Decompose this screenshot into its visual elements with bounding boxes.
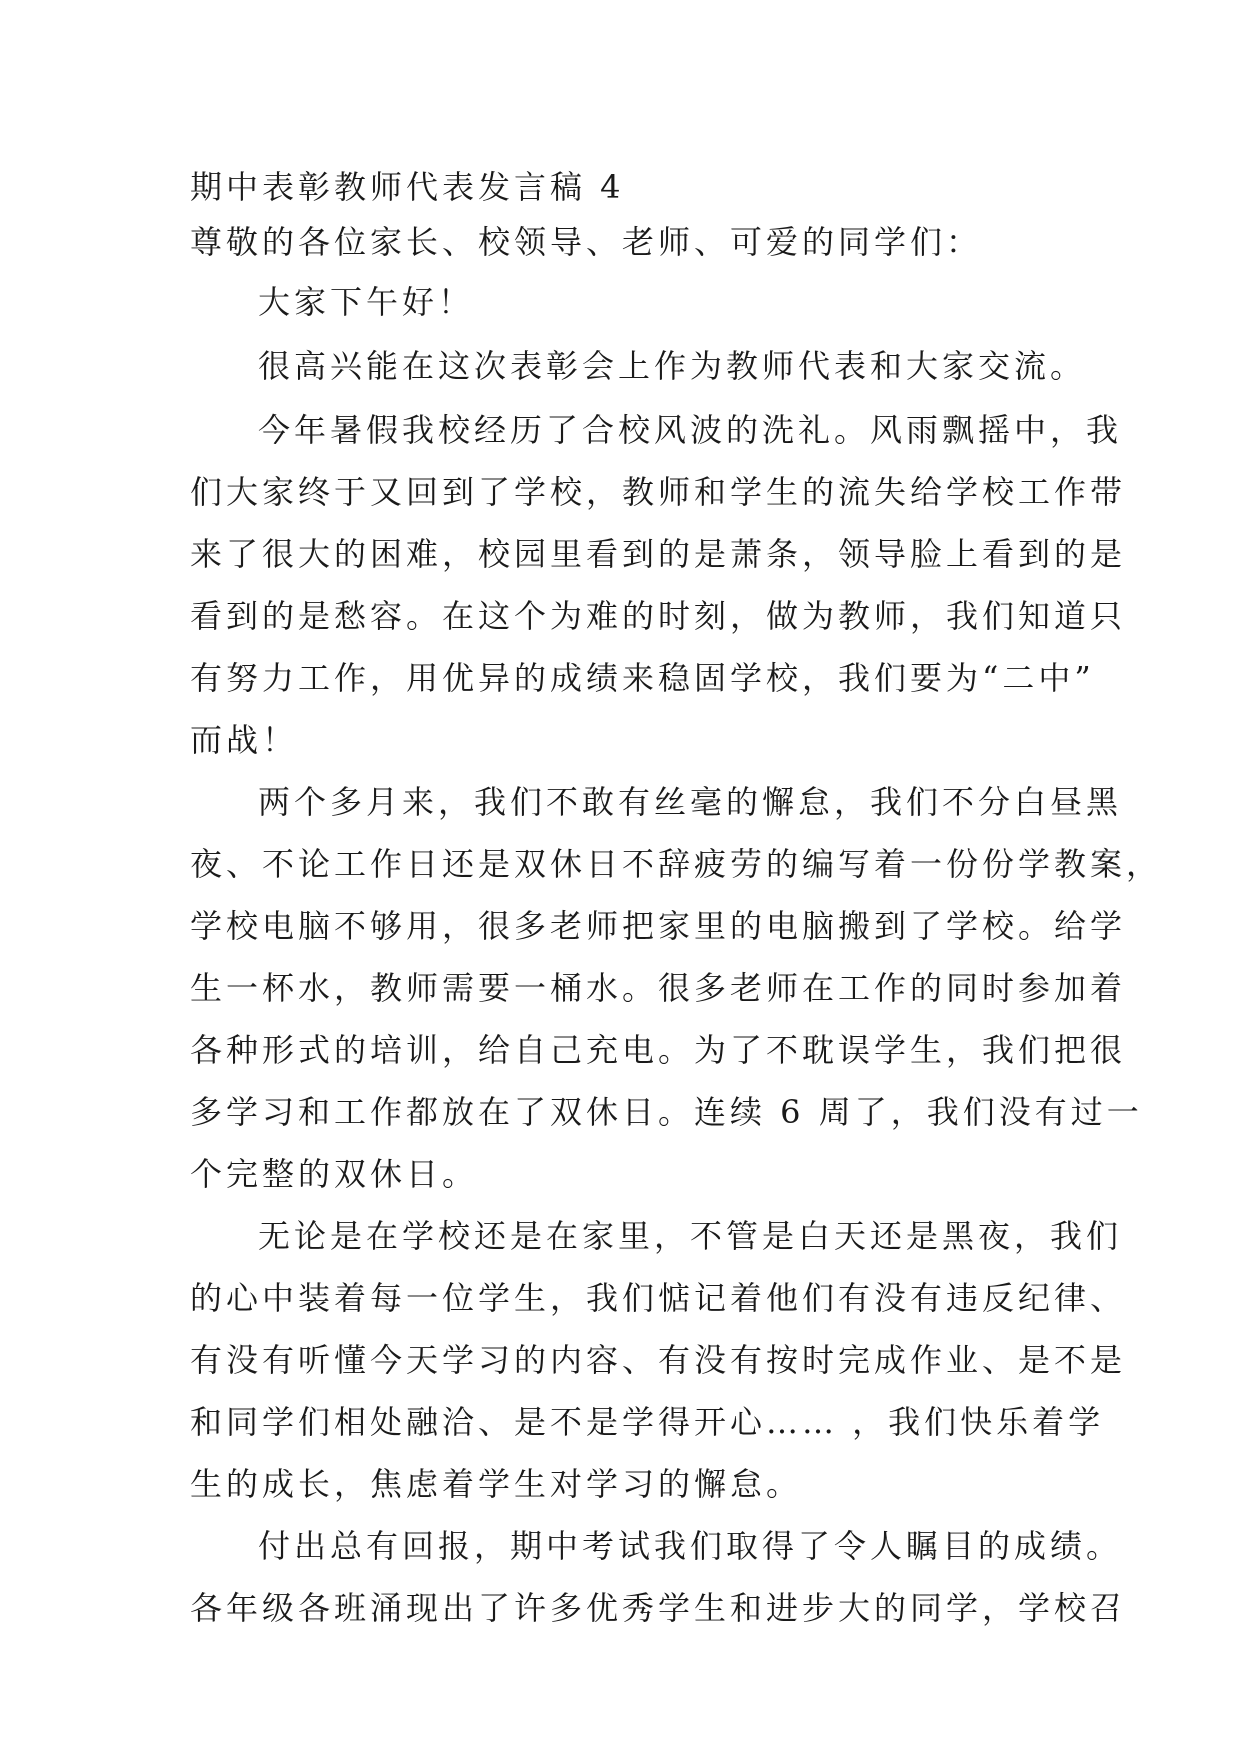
paragraph-line: 各年级各班涌现出了许多优秀学生和进步大的同学，学校召	[190, 1589, 1127, 1627]
paragraph-line: 夜、不论工作日还是双休日不辞疲劳的编写着一份份学教案，	[190, 845, 1163, 883]
paragraph-line: 们大家终于又回到了学校，教师和学生的流失给学校工作带	[190, 473, 1127, 511]
paragraph-line: 生一杯水，教师需要一桶水。很多老师在工作的同时参加着	[190, 969, 1127, 1007]
paragraph-line: 今年暑假我校经历了合校风波的洗礼。风雨飘摇中，我	[258, 411, 1123, 449]
paragraph-line: 来了很大的困难，校园里看到的是萧条，领导脸上看到的是	[190, 535, 1127, 573]
paragraph-line: 和同学们相处融洽、是不是学得开心…… ，我们快乐着学	[190, 1403, 1105, 1441]
paragraph-line: 很高兴能在这次表彰会上作为教师代表和大家交流。	[258, 347, 1087, 385]
salutation: 尊敬的各位家长、校领导、老师、可爱的同学们：	[190, 223, 983, 261]
document-body	[190, 161, 1163, 1639]
paragraph-line: 大家下午好！	[258, 283, 475, 321]
paragraph-line: 付出总有回报，期中考试我们取得了令人瞩目的成绩。	[258, 1527, 1123, 1565]
paragraph-line: 各种形式的培训，给自己充电。为了不耽误学生，我们把很	[190, 1031, 1127, 1069]
paragraph-line: 生的成长，焦虑着学生对学习的懈怠。	[190, 1465, 803, 1503]
paragraph-line: 学校电脑不够用，很多老师把家里的电脑搬到了学校。给学	[190, 907, 1127, 945]
paragraph-line: 有没有听懂今天学习的内容、有没有按时完成作业、是不是	[190, 1341, 1127, 1379]
paragraph-line: 个完整的双休日。	[190, 1155, 479, 1193]
paragraph-line: 两个多月来，我们不敢有丝毫的懈怠，我们不分白昼黑	[258, 783, 1123, 821]
paragraph-line: 多学习和工作都放在了双休日。连续 6 周了，我们没有过一	[190, 1093, 1143, 1131]
document-title: 期中表彰教师代表发言稿 4	[190, 168, 625, 206]
paragraph-line: 看到的是愁容。在这个为难的时刻，做为教师，我们知道只	[190, 597, 1127, 635]
paragraph-line: 的心中装着每一位学生，我们惦记着他们有没有违反纪律、	[190, 1279, 1127, 1317]
paragraph-line: 而战！	[190, 721, 299, 759]
paragraph-line: 无论是在学校还是在家里，不管是白天还是黑夜，我们	[258, 1217, 1123, 1255]
paragraph-line: 有努力工作，用优异的成绩来稳固学校，我们要为“二中”	[190, 659, 1095, 697]
